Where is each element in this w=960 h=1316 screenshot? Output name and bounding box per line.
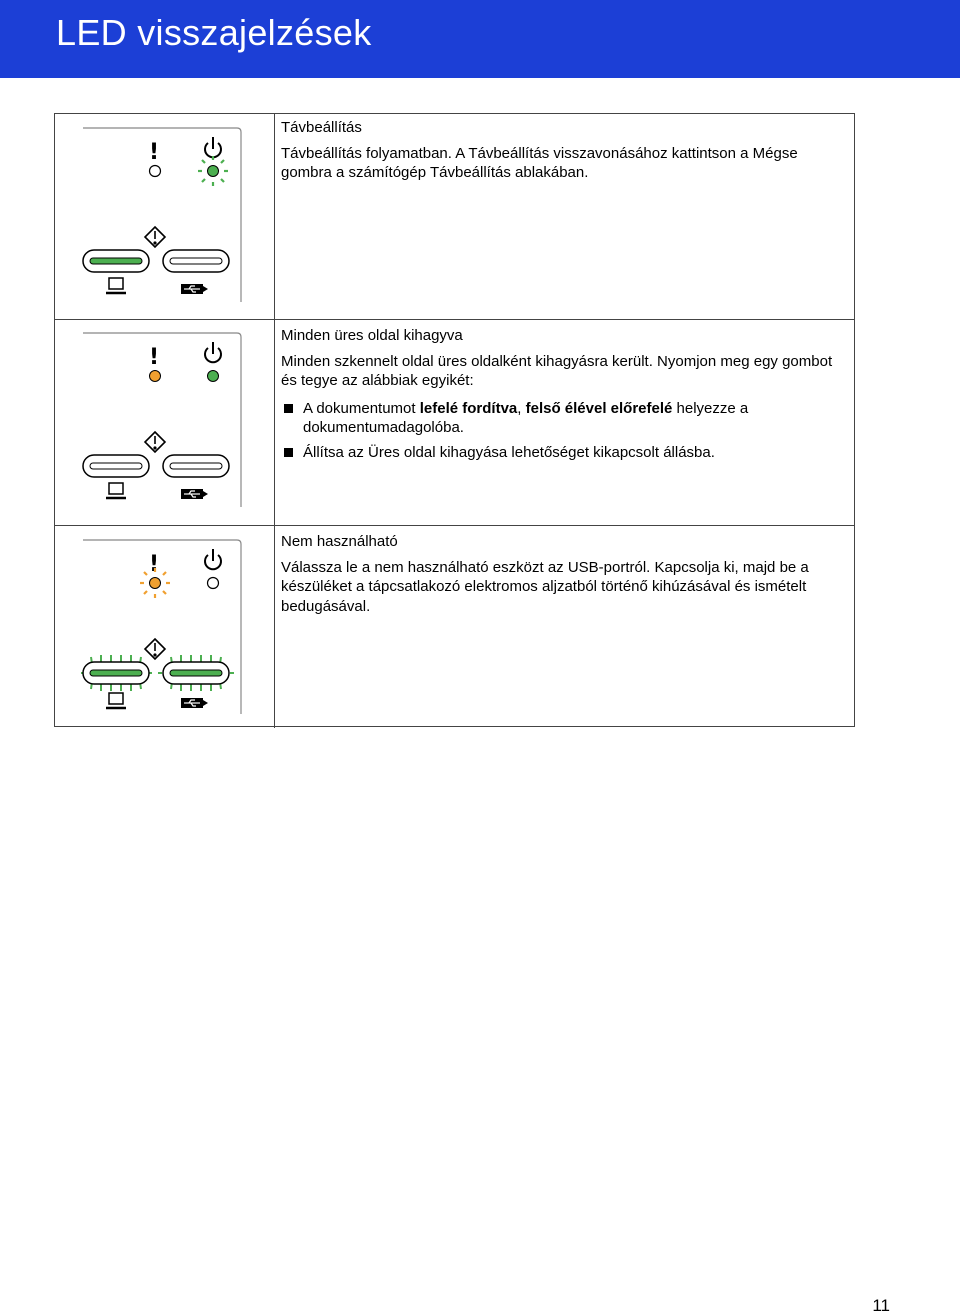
power-led-blinking-green — [198, 156, 228, 186]
row-body: Válassza le a nem használható eszközt az USB-portról. Kapcsolja ki, majd be a készüléket a tápcsatlakozó elektromos aljzatból történő kihúzásával és ismételt bedugásával. — [281, 558, 809, 615]
row-text — [281, 526, 841, 616]
header-bar — [0, 0, 960, 78]
power-icon — [205, 549, 221, 569]
table-row — [55, 525, 854, 728]
svg-text:!: ! — [148, 140, 160, 165]
scan-start-icon — [145, 639, 165, 659]
list-item: Állítsa az Üres oldal kihagyása lehetőséget kikapcsolt állásba. — [281, 443, 841, 463]
error-led-orange — [150, 371, 161, 382]
pc-scan-button[interactable] — [83, 455, 149, 477]
svg-text:!: ! — [148, 345, 160, 370]
page-title: LED visszajelzések — [56, 12, 372, 53]
power-led-green — [208, 371, 219, 382]
usb-icon — [181, 489, 208, 499]
led-table — [54, 113, 855, 727]
pc-scan-button-blinking[interactable] — [81, 655, 152, 691]
computer-icon — [106, 693, 126, 708]
svg-text:!: ! — [148, 552, 160, 577]
error-icon — [149, 140, 159, 165]
error-icon — [149, 552, 159, 577]
row-text — [281, 320, 841, 462]
scan-start-icon — [145, 227, 165, 247]
table-row — [55, 114, 854, 319]
scan-start-icon — [145, 432, 165, 452]
row-body: Minden szkennelt oldal üres oldalként kihagyásra került. Nyomjon meg egy gombot és tegye az alábbiak egyikét: — [281, 352, 833, 389]
page-number: 11 — [872, 1296, 890, 1315]
error-icon — [149, 345, 159, 370]
power-icon — [205, 137, 221, 157]
row-title: Távbeállítás — [281, 119, 362, 136]
error-led-off — [150, 166, 161, 177]
usb-icon — [181, 698, 208, 708]
computer-icon — [106, 278, 126, 293]
usb-scan-button[interactable] — [163, 455, 229, 477]
computer-icon — [106, 483, 126, 498]
led-panel — [81, 538, 243, 714]
usb-scan-button-blinking[interactable] — [158, 655, 234, 691]
table-row — [55, 319, 854, 525]
usb-scan-button[interactable] — [163, 250, 229, 272]
power-icon — [205, 342, 221, 362]
row-text — [281, 114, 841, 183]
usb-icon — [181, 284, 208, 294]
power-led-off — [208, 578, 219, 589]
row-title: Minden üres oldal kihagyva — [281, 327, 463, 344]
row-body: Távbeállítás folyamatban. A Távbeállítás visszavonásához kattintson a Mégse gombra a számítógép Távbeállítás ablakában. — [281, 144, 798, 181]
led-panel — [81, 331, 243, 507]
row-title: Nem használható — [281, 533, 398, 550]
led-panel — [81, 126, 243, 302]
pc-scan-button[interactable] — [83, 250, 149, 272]
list-item: A dokumentumot lefelé fordítva, felső élével előrefelé helyezze a dokumentumadagolóba. — [281, 399, 841, 438]
